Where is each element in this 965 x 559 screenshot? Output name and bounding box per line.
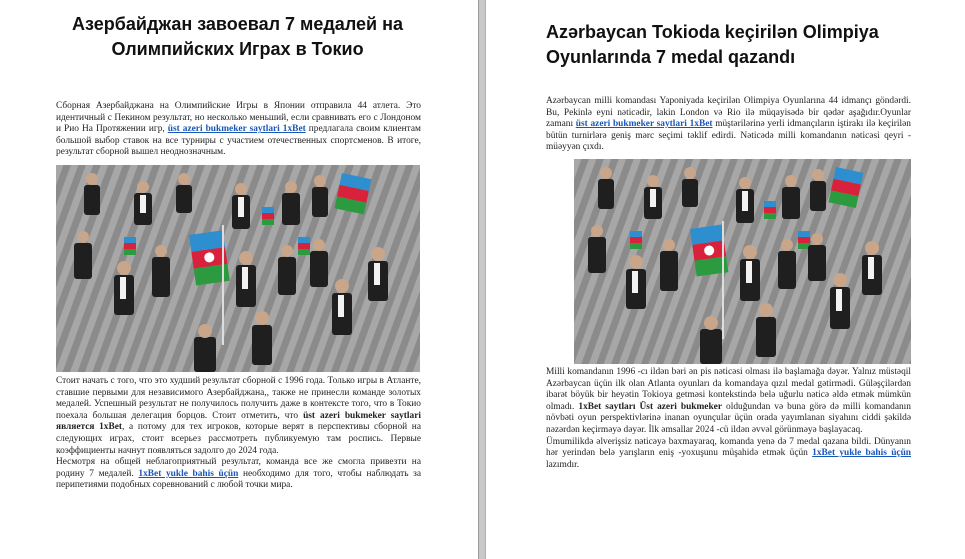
- intro-paragraph: [546, 96, 911, 154]
- text-run: Milli komandanın 1996 -cı ildən bəri ən pis nəticəsi olması ilə başlamağa dəyər. Yalnız müstəqil Azərbaycan üçün ilk olan Atlanta oyunları da komandaya qızıl medal gətirmədi. Güləşçilərdən ibarət böyük bir heyətin Tokioya getməsi kontekstində belə uğurlu nəticə əldə etmək mümkün olmadı.: [546, 367, 911, 412]
- bookmaker-link[interactable]: üst azeri bukmeker saytlari 1xBet: [167, 124, 306, 135]
- text-run: Azərbaycan milli komandası Yaponiyada keçirilən Olimpiya Oyunlarına 44 idmançı göndərdi. Bu, Pekinlə eyni nəticədir, lakin London və Rio ilə müqayisədə bir qədər aşağıdır.Oyunlar zamanı: [546, 96, 911, 130]
- text-run: , а потому для тех игроков, которые верят в перспективы сборной на следующих играх, стоит всерьез рассмотреть публикуемую там роспись. Первые коэффициенты начнут появляться задолго до 2024 года.: [56, 422, 421, 456]
- team-photo: [56, 165, 420, 372]
- body-paragraph: [56, 376, 421, 492]
- page-title: Azərbaycan Tokioda keçirilən Olimpiya Oyunlarında 7 medal qazandı: [546, 22, 879, 67]
- download-link[interactable]: 1xBet yukle bahis üçün: [138, 468, 239, 479]
- bookmaker-link[interactable]: üst azeri bukmeker saytlari 1xBet: [575, 119, 713, 130]
- team-photo-image: [574, 159, 911, 364]
- text-run: необходимо для того, чтобы наблюдать за перипетиями подобных соревнований с любой точки мира.: [56, 468, 421, 491]
- team-photo: [574, 159, 911, 364]
- text-run: Ümumilikdə əlverişsiz nəticəyə baxmayaraq, komanda yenə də 7 medal qazana bildi. Dünyanın hər yerindən belə yarışların eniş -yoxuşunu müşahidə etmək üçün: [546, 436, 911, 459]
- right-document-page: [486, 0, 965, 559]
- text-run: Несмотря на общей неблагоприятный результат, команда все же смогла привезти на родину 7 медалей.: [56, 457, 421, 479]
- team-photo-image: [56, 165, 420, 372]
- page-divider: [478, 0, 486, 559]
- text-run: müştərilərinə yerli idmançıların iştirakı ilə keçirilən bütün turnirlərə geniş mərc seçimi təklif edirdi. Nəticədə milli komandanın nəticəsi qeyri -müəyyən çıxdı.: [546, 119, 911, 153]
- bold-phrase: 1xBet saytları Üst azeri bukmeker: [578, 401, 723, 412]
- text-run: Сборная Азербайджана на Олимпийские Игры в Японии отправила 44 атлета. Это идентичный с Пекином результат, но несколько меньший, если сравнивать его с Лондоном и Рио На Протяжении игр,: [56, 101, 421, 135]
- bold-phrase: üst azeri bukmeker saytlari является 1xBet: [56, 410, 421, 433]
- text-run: olduğundan və buna görə də milli komandanın növbəti oyun perspektivlərinə inanan oyunçular üçün orada yayımlanan siyahını ciddi şəkildə nəzərdən keçirməyə dəyər. İlk əmsallar 2024 -cü ildən əvvəl görünməyə başlayacaq.: [546, 401, 911, 435]
- body-paragraph: [546, 367, 911, 471]
- text-run: предлагала своим клиентам большой выбор ставок на все турниры с участием отечественных спортсменов. В итоге, результат сборной вышел неоднозначным.: [56, 124, 421, 158]
- page-title: Азербайджан завоевал 7 медалей на Олимпийских Играх в Токио: [72, 14, 403, 59]
- text-run: lazımdır.: [546, 459, 580, 470]
- text-run: Стоит начать с того, что это худший результат сборной с 1996 года. Только игры в Атланте, ставшие первыми для независимого Азербайджана,, также не принесли команде золотых медалей. Успешный результат не получилось получить даже в контексте того, что в Токио поехала большая делегация борцов. Стоит отметить, что: [56, 376, 421, 421]
- left-document-page: [0, 0, 478, 559]
- download-link[interactable]: 1xBet yukle bahis üçün: [812, 448, 911, 459]
- intro-paragraph: [56, 101, 421, 159]
